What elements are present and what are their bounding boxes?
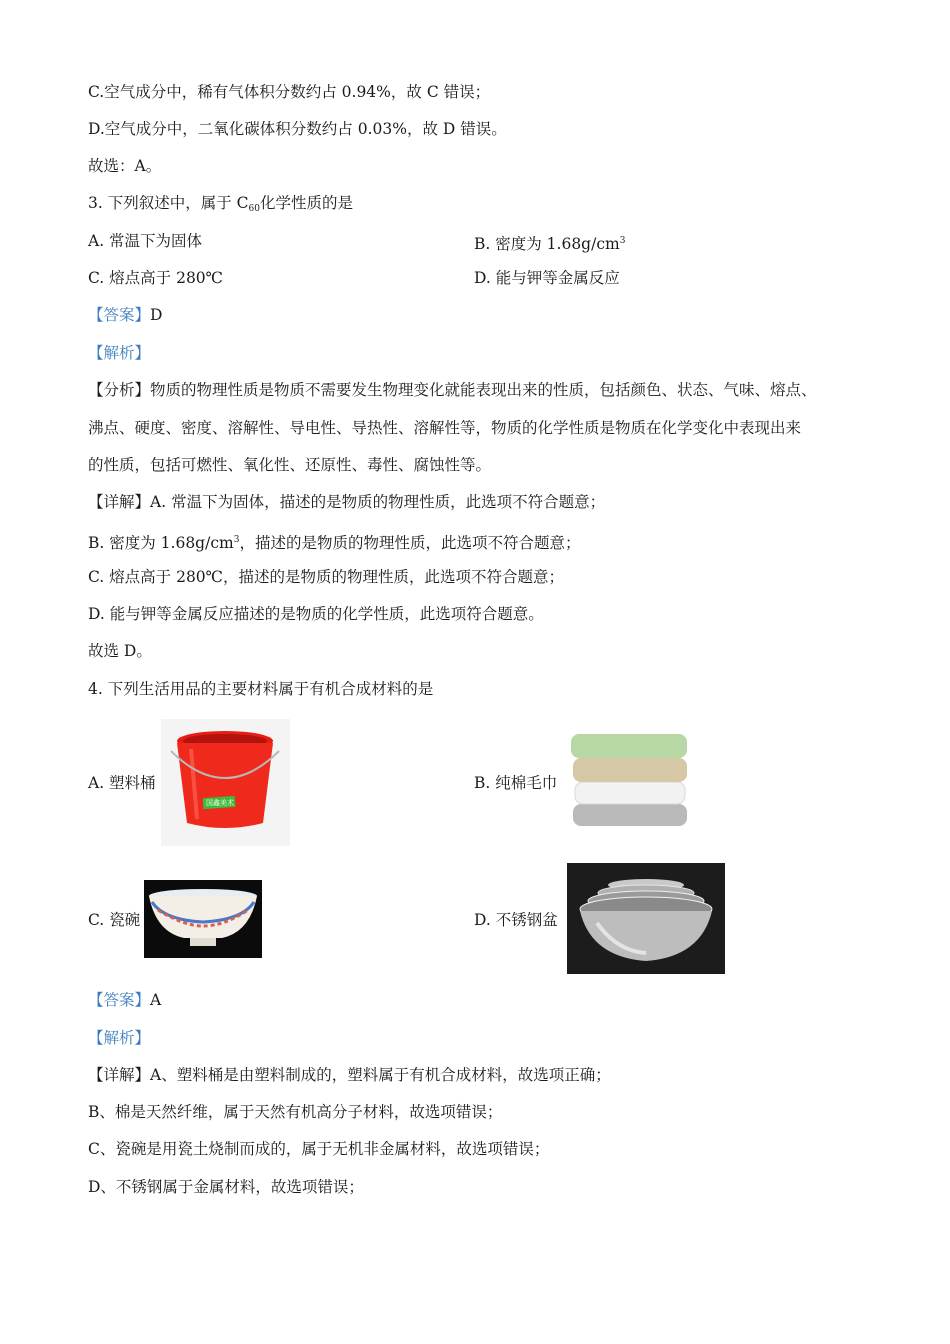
q3-option-c: C. 熔点高于 280℃	[88, 269, 224, 287]
q4-option-d: D. 不锈钢盆	[474, 911, 558, 929]
q4-analysis-tag: 【解析】	[88, 1029, 151, 1047]
q3-fenxi-2: 沸点、硬度、密度、溶解性、导电性、导热性、溶解性等，物质的化学性质是物质在化学变化中表现出来	[88, 419, 802, 437]
q3-stem-sub: 60	[248, 204, 260, 214]
q4-option-b: B. 纯棉毛巾	[474, 774, 558, 792]
towel-stack-icon	[567, 728, 692, 832]
q3-option-a: A. 常温下为固体	[88, 232, 203, 250]
q4-stem: 4. 下列生活用品的主要材料属于有机合成材料的是	[88, 680, 434, 698]
q2-option-d-explanation: D.空气成分中，二氧化碳体积分数约占 0.03%，故 D 错误。	[88, 120, 507, 138]
q2-choice: 故选：A。	[88, 157, 162, 175]
q3-answer	[88, 305, 162, 325]
q4-answer-tag: 【答案】	[88, 991, 151, 1009]
q4-detail-d: D、不锈钢属于金属材料，故选项错误；	[88, 1178, 364, 1196]
cotton-towel-image	[567, 728, 692, 832]
q3-answer-tag: 【答案】	[88, 306, 151, 324]
q3-option-b-sup: 3	[619, 236, 626, 246]
q4-detail-a	[88, 1065, 611, 1085]
q3-detail-c: C. 熔点高于 280℃，描述的是物质的物理性质，此选项不符合题意；	[88, 568, 565, 586]
q3-fenxi-1	[88, 380, 817, 400]
q3-fenxi-text-1: 物质的物理性质是物质不需要发生物理变化就能表现出来的性质，包括颜色、状态、气味、熔点、	[150, 381, 817, 399]
q3-option-d: D. 能与钾等金属反应	[474, 269, 620, 287]
q3-fenxi-3: 的性质，包括可燃性、氧化性、还原性、毒性、腐蚀性等。	[88, 456, 492, 474]
porcelain-bowl-image	[144, 880, 262, 958]
q3-stem-post: 化学性质的是	[259, 194, 353, 212]
q3-fenxi-tag: 【分析】	[88, 381, 151, 399]
q3-detail-d: D. 能与钾等金属反应描述的是物质的化学性质，此选项符合题意。	[88, 605, 544, 623]
q4-detail-a-text: A、塑料桶是由塑料制成的，塑料属于有机合成材料，故选项正确；	[150, 1066, 611, 1084]
q3-detail-b-post: ，描述的是物质的物理性质，此选项不符合题意；	[239, 534, 581, 552]
q4-detail-b: B、棉是天然纤维，属于天然有机高分子材料，故选项错误；	[88, 1103, 503, 1121]
q3-detail-a-text: A. 常温下为固体，描述的是物质的物理性质，此选项不符合题意；	[150, 493, 606, 511]
q3-answer-value: D	[150, 306, 163, 324]
plastic-bucket-icon	[161, 719, 290, 846]
q2-option-c-explanation: C.空气成分中，稀有气体积分数约占 0.94%，故 C 错误；	[88, 83, 491, 101]
steel-basin-image	[567, 863, 725, 974]
bucket-label: 国鑫美术	[206, 799, 234, 807]
q3-stem-pre: 3. 下列叙述中，属于 C	[88, 194, 249, 212]
q3-option-b	[474, 231, 625, 254]
q3-analysis-tag: 【解析】	[88, 344, 151, 362]
q4-detail-c: C、瓷碗是用瓷土烧制而成的，属于无机非金属材料，故选项错误；	[88, 1140, 550, 1158]
q4-option-a: A. 塑料桶	[88, 774, 156, 792]
q3-detail-b-sup: 3	[233, 535, 240, 545]
q4-detail-tag: 【详解】	[88, 1066, 151, 1084]
q3-stem	[88, 193, 353, 219]
steel-basin-icon	[567, 863, 725, 974]
q3-detail-b-pre: B. 密度为 1.68g/cm	[88, 534, 234, 552]
q4-option-c: C. 瓷碗	[88, 911, 141, 929]
q3-option-b-text: B. 密度为 1.68g/cm	[474, 235, 620, 253]
q3-detail-tag: 【详解】	[88, 493, 151, 511]
q3-detail-a	[88, 492, 605, 512]
q3-detail-b	[88, 530, 580, 553]
q4-answer	[88, 990, 161, 1010]
q4-answer-value: A	[150, 991, 162, 1009]
plastic-bucket-image	[161, 719, 290, 846]
q3-choice: 故选 D。	[88, 642, 152, 660]
bowl-icon	[144, 880, 262, 958]
